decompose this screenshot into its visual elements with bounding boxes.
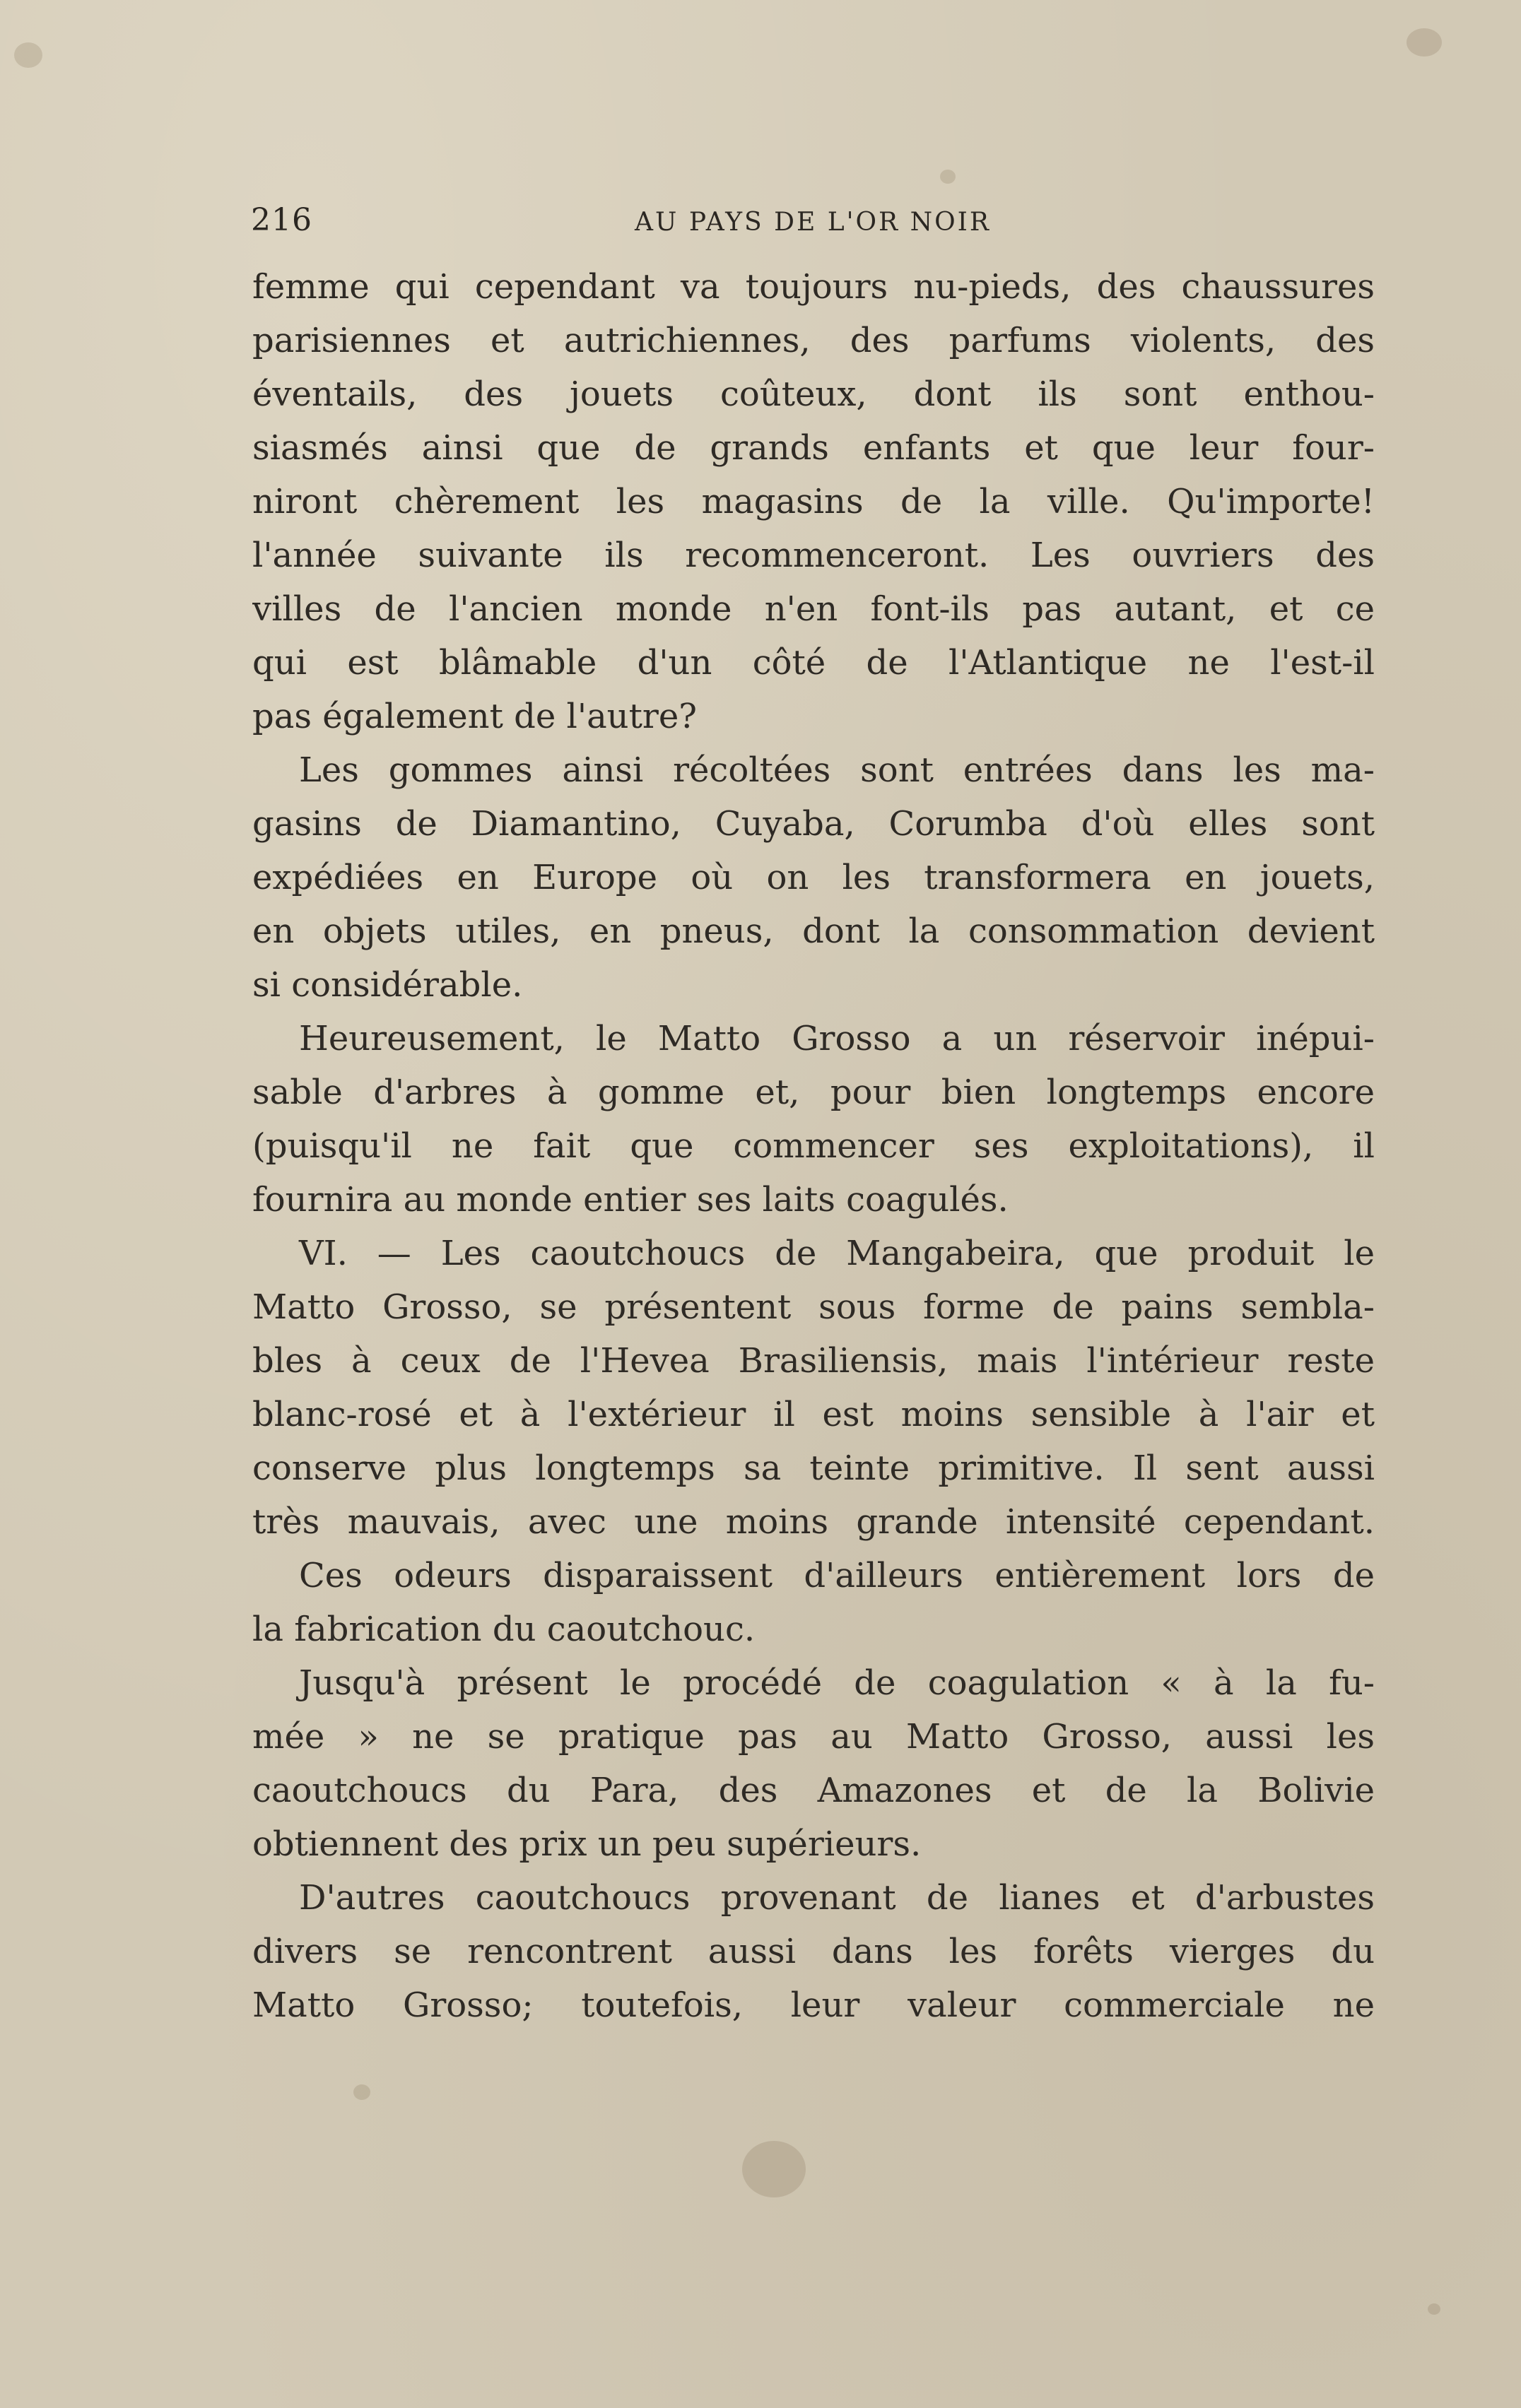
body-text: [252, 260, 1375, 2032]
text-line: si considérable.: [252, 965, 523, 1005]
text-line: D'autres caoutchoucs provenant de lianes et d'arbustes: [299, 1878, 1375, 1918]
text-line: obtiennent des prix un peu supérieurs.: [252, 1824, 922, 1864]
text-line: la fabrication du caoutchouc.: [252, 1610, 756, 1649]
text-line: Matto Grosso, se présentent sous forme de pains sembla-: [252, 1287, 1375, 1327]
text-line: conserve plus longtemps sa teinte primitive. Il sent aussi: [252, 1448, 1375, 1488]
text-line: divers se rencontrent aussi dans les forêts vierges du: [252, 1932, 1375, 1971]
text-line: fournira au monde entier ses laits coagulés.: [252, 1180, 1009, 1220]
text-line: Ces odeurs disparaissent d'ailleurs entièrement lors de: [299, 1556, 1375, 1595]
text-line: pas également de l'autre?: [252, 697, 697, 736]
text-line: VI. — Les caoutchoucs de Mangabeira, que produit le: [299, 1234, 1375, 1273]
text-line: villes de l'ancien monde n'en font-ils pas autant, et ce: [252, 589, 1375, 629]
text-line: siasmés ainsi que de grands enfants et que leur four-: [252, 428, 1375, 468]
running-title: AU PAYS DE L'OR NOIR: [635, 208, 991, 237]
text-line: qui est blâmable d'un côté de l'Atlantique ne l'est-il: [252, 643, 1375, 683]
text-line: niront chèrement les magasins de la ville. Qu'importe!: [252, 482, 1375, 521]
foxing-spot: [940, 170, 956, 184]
text-line: Les gommes ainsi récoltées sont entrées dans les ma-: [299, 750, 1375, 790]
text-line: Jusqu'à présent le procédé de coagulation « à la fu-: [299, 1663, 1375, 1703]
text-line: gasins de Diamantino, Cuyaba, Corumba d'où elles sont: [252, 804, 1375, 844]
text-line: (puisqu'il ne fait que commencer ses exploitations), il: [252, 1126, 1375, 1166]
text-line: très mauvais, avec une moins grande intensité cependant.: [252, 1502, 1375, 1542]
foxing-spot: [14, 42, 42, 68]
foxing-spot: [353, 2084, 370, 2100]
text-line: Heureusement, le Matto Grosso a un réservoir inépui-: [299, 1019, 1375, 1058]
text-line: sable d'arbres à gomme et, pour bien longtemps encore: [252, 1073, 1375, 1112]
text-line: en objets utiles, en pneus, dont la consommation devient: [252, 911, 1375, 951]
foxing-spot: [742, 2141, 806, 2197]
text-line: l'année suivante ils recommenceront. Les ouvriers des: [252, 536, 1375, 575]
text-line: éventails, des jouets coûteux, dont ils sont enthou-: [252, 374, 1375, 414]
text-line: blanc-rosé et à l'extérieur il est moins sensible à l'air et: [252, 1395, 1375, 1434]
text-line: bles à ceux de l'Hevea Brasiliensis, mais l'intérieur reste: [252, 1341, 1375, 1381]
page-header: [251, 202, 1375, 244]
foxing-spot: [1407, 28, 1442, 57]
foxing-spot: [1428, 2303, 1440, 2315]
page-number: 216: [251, 202, 312, 238]
text-line: caoutchoucs du Para, des Amazones et de la Bolivie: [252, 1771, 1375, 1810]
text-line: femme qui cependant va toujours nu-pieds, des chaussures: [252, 267, 1375, 307]
text-line: expédiées en Europe où on les transformera en jouets,: [252, 858, 1375, 897]
text-line: Matto Grosso; toutefois, leur valeur commerciale ne: [252, 1985, 1375, 2025]
text-line: parisiennes et autrichiennes, des parfums violents, des: [252, 321, 1375, 360]
text-line: mée » ne se pratique pas au Matto Grosso, aussi les: [252, 1717, 1375, 1757]
